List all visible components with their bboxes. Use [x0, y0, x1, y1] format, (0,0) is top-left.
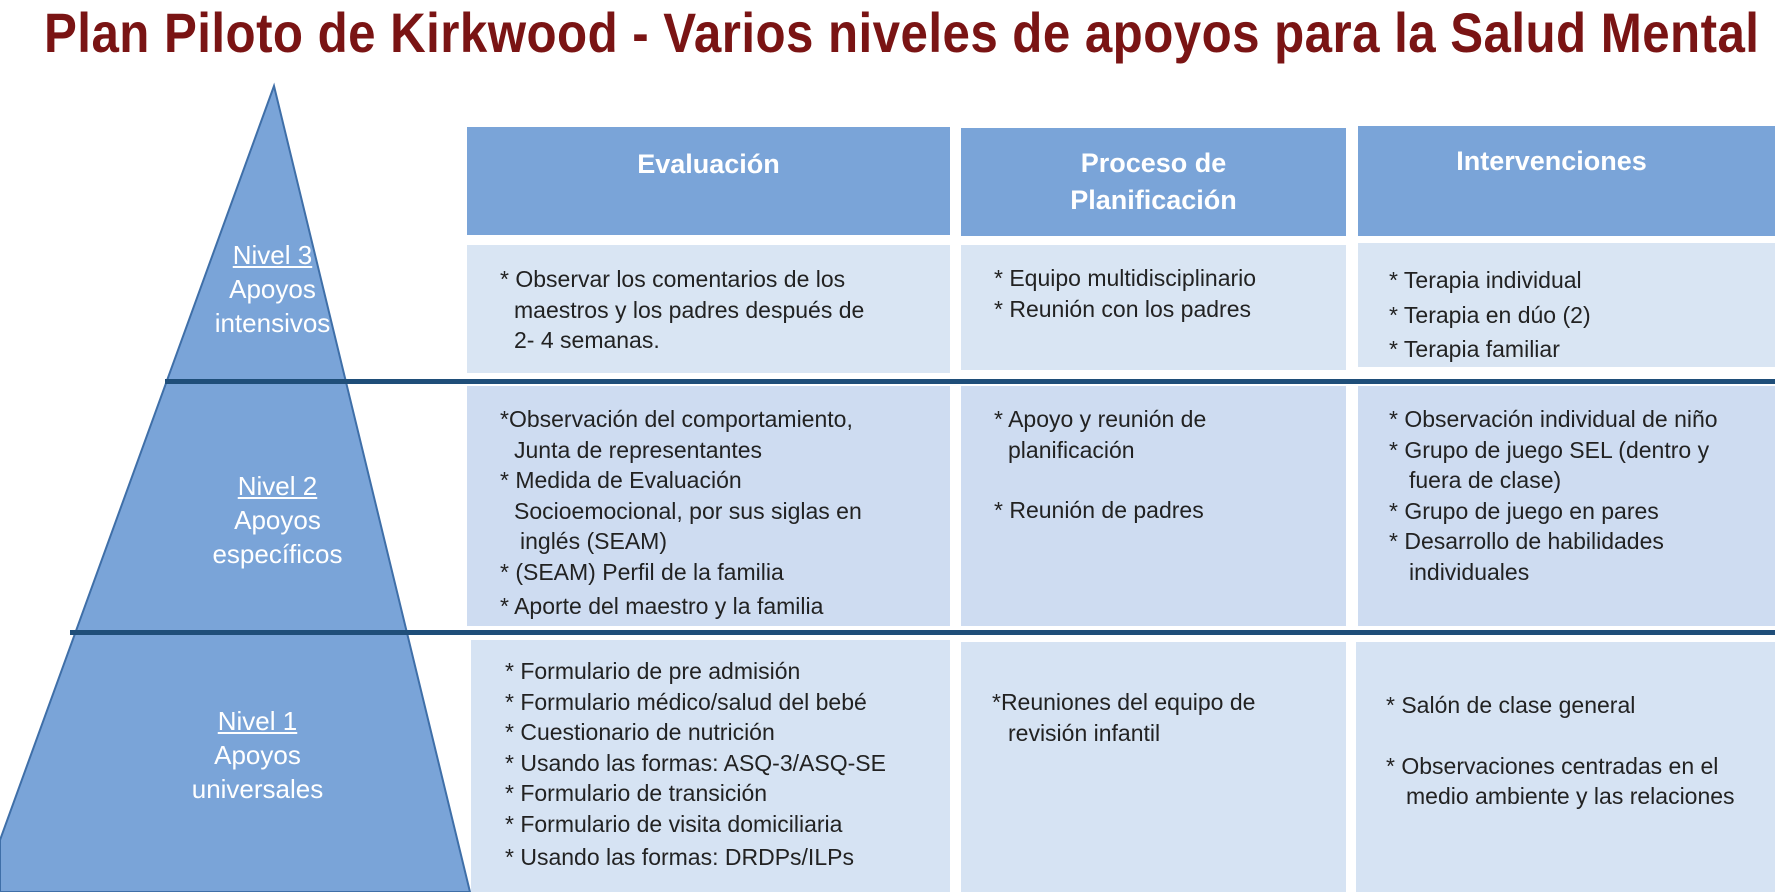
list-item: * Salón de clase general — [1386, 692, 1636, 718]
list-item: * Grupo de juego en pares — [1389, 497, 1659, 524]
header-evaluacion — [467, 127, 950, 235]
header-planificacion — [961, 128, 1346, 236]
list-item: * Observar los comentarios de los — [500, 266, 846, 292]
page-title: Plan Piloto de Kirkwood - Varios niveles de apoyos para la Salud Mental — [44, 1, 1760, 64]
pyramid-level-3 — [190, 238, 355, 340]
list-item: * Desarrollo de habilidades — [1389, 528, 1664, 554]
nivel3-evaluacion-cell — [467, 245, 950, 373]
list-item: inglés (SEAM) — [520, 528, 667, 554]
level-divider-bottom — [70, 630, 1775, 635]
pyramid-level-1 — [170, 704, 345, 806]
list-item: * Reunión de padres — [994, 497, 1204, 523]
list-item: revisión infantil — [1008, 719, 1161, 746]
list-item: * Usando las formas: DRDPs/ILPs — [505, 844, 854, 870]
list-item: * Formulario de pre admisión — [505, 658, 801, 684]
nivel3-planificacion-cell — [961, 245, 1346, 370]
list-item: * Usando las formas: ASQ-3/ASQ-SE — [505, 749, 886, 776]
level-3-line1: Apoyos — [229, 274, 316, 304]
list-item: planificación — [1008, 436, 1135, 463]
list-item: * Aporte del maestro y la familia — [500, 593, 824, 619]
level-3-name: Nivel 3 — [232, 240, 313, 270]
list-item: * (SEAM) Perfil de la familia — [500, 558, 784, 585]
list-item: * Formulario médico/salud del bebé — [505, 688, 867, 715]
list-item: * Terapia individual — [1389, 267, 1582, 293]
nivel2-evaluacion-cell — [467, 386, 950, 626]
list-item: * Formulario de transición — [505, 780, 768, 806]
list-item: * Observación individual de niño — [1389, 406, 1718, 432]
level-2-line2: específicos — [212, 539, 343, 569]
header-planificacion-line2: Planificación — [1070, 185, 1237, 215]
level-2-line1: Apoyos — [234, 505, 321, 535]
list-item: * Medida de Evaluación — [500, 467, 742, 493]
level-3-line2: intensivos — [214, 308, 331, 338]
list-item: medio ambiente y las relaciones — [1406, 783, 1735, 809]
list-item: * Terapia en dúo (2) — [1389, 301, 1591, 328]
nivel1-evaluacion-cell — [471, 640, 950, 892]
header-intervenciones-label: Intervenciones — [1456, 146, 1647, 176]
list-item: * Reunión con los padres — [994, 295, 1251, 322]
header-evaluacion-label: Evaluación — [637, 149, 780, 179]
list-item: 2- 4 semanas. — [514, 327, 660, 353]
level-1-name: Nivel 1 — [217, 706, 298, 736]
level-divider-top — [165, 379, 1775, 384]
list-item: * Observaciones centradas en el — [1386, 752, 1719, 779]
nivel2-planificacion-cell — [961, 386, 1346, 626]
nivel1-planificacion-cell — [961, 642, 1346, 892]
list-item: Junta de representantes — [514, 436, 763, 463]
level-2-name: Nivel 2 — [237, 471, 318, 501]
list-item: * Terapia familiar — [1389, 336, 1560, 362]
list-item: * Formulario de visita domiciliaria — [505, 810, 843, 837]
level-1-line1: Apoyos — [214, 740, 301, 770]
list-item: * Grupo de juego SEL (dentro y — [1389, 436, 1710, 463]
nivel1-intervenciones-cell — [1356, 642, 1775, 892]
nivel3-intervenciones-cell — [1358, 243, 1775, 367]
pyramid-level-2 — [190, 469, 365, 571]
nivel2-intervenciones-cell — [1358, 386, 1775, 626]
list-item: fuera de clase) — [1409, 467, 1562, 493]
level-1-line2: universales — [191, 774, 324, 804]
header-intervenciones — [1358, 126, 1775, 236]
list-item: *Observación del comportamiento, — [500, 406, 853, 432]
list-item: individuales — [1409, 558, 1530, 585]
list-item: * Apoyo y reunión de — [994, 406, 1207, 432]
list-item: Socioemocional, por sus siglas en — [514, 497, 862, 524]
list-item: *Reuniones del equipo de — [992, 689, 1256, 715]
list-item: * Equipo multidisciplinario — [994, 265, 1257, 291]
list-item: maestros y los padres después de — [514, 296, 865, 323]
list-item: * Cuestionario de nutrición — [505, 719, 775, 745]
header-planificacion-line1: Proceso de — [1080, 148, 1227, 178]
